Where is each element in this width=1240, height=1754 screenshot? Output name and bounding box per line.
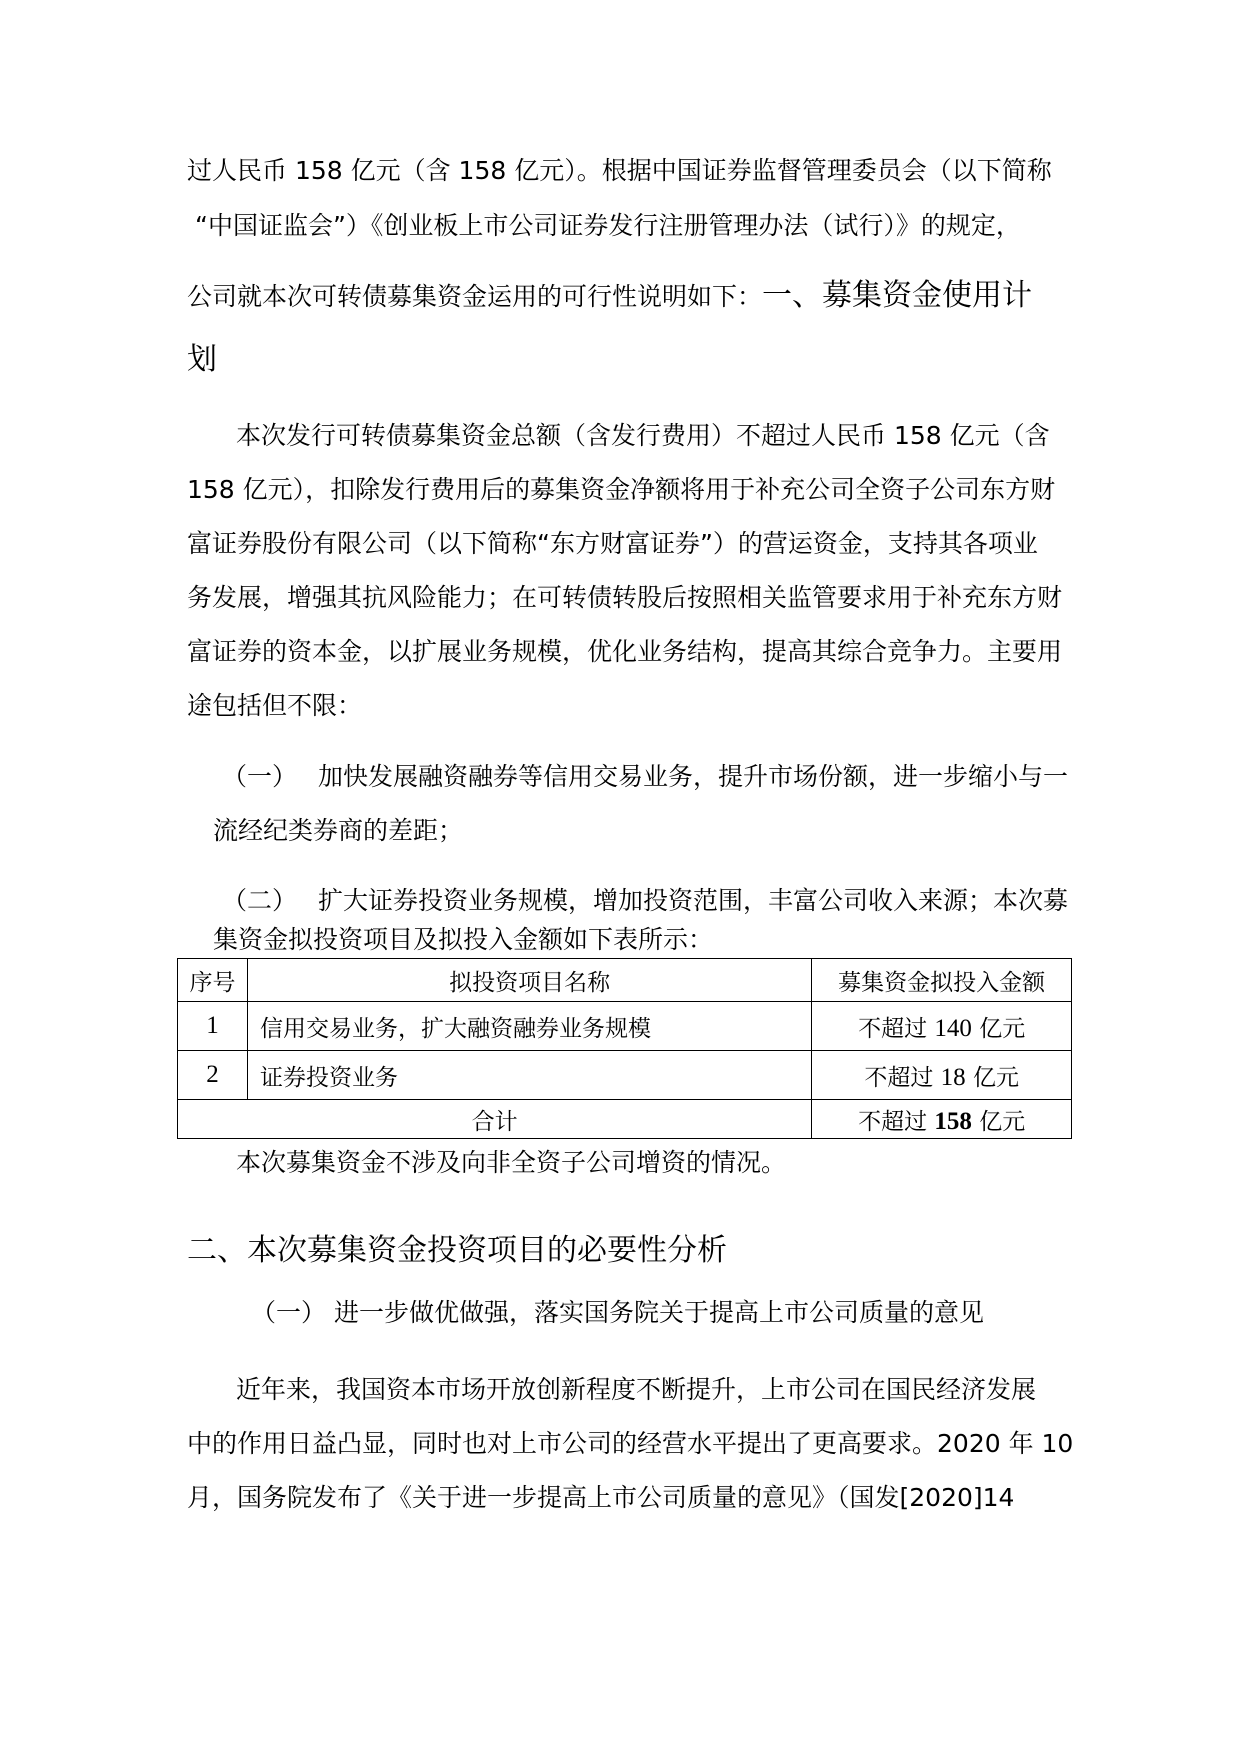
table-cell-project: 证券投资业务 xyxy=(247,1051,811,1100)
table-cell-no: 2 xyxy=(178,1051,248,1100)
amount-prefix: 不超过 xyxy=(858,1108,928,1135)
list-item-2-line-1: 扩大证券投资业务规模，增加投资范围，丰富公司收入来源；本次募 xyxy=(318,886,1069,915)
table-cell-amount xyxy=(812,1002,1072,1051)
section2-title: 二、本次募集资金投资项目的必要性分析 xyxy=(187,1233,727,1268)
s1-para-line-3: 富证券股份有限公司（以下简称“东方财富证券”）的营运资金，支持其各项业 xyxy=(187,529,1038,558)
intro-line-3-text: 公司就本次可转债募集资金运用的可行性说明如下： xyxy=(187,282,763,311)
fund-allocation-table xyxy=(177,958,1072,1139)
table-total-amount xyxy=(812,1100,1072,1139)
table-header-row xyxy=(178,959,1072,1002)
amount-unit: 亿元 xyxy=(972,1064,1019,1091)
amount-prefix: 不超过 xyxy=(858,1015,928,1042)
s1-para-line-5: 富证券的资本金，以扩展业务规模，优化业务结构，提高其综合竞争力。主要用 xyxy=(187,637,1063,666)
s1-note: 本次募集资金不涉及向非全资子公司增资的情况。 xyxy=(236,1148,787,1177)
table-total-row xyxy=(178,1100,1072,1139)
list-item-2-label: （二） xyxy=(222,886,298,915)
s2-para-line-2: 中的作用日益凸显，同时也对上市公司的经营水平提出了更高要求。2020 年 10 xyxy=(187,1429,1074,1458)
amount-unit: 亿元 xyxy=(979,1015,1026,1042)
list-item-1-line-2: 流经纪类券商的差距； xyxy=(213,816,464,845)
amount-number: 18 xyxy=(940,1063,966,1091)
table-cell-no: 1 xyxy=(178,1002,248,1051)
table-header-project: 拟投资项目名称 xyxy=(247,959,811,1002)
intro-line-2: “中国证监会”）《创业板上市公司证券发行注册管理办法（试行）》的规定， xyxy=(195,211,1021,240)
s1-para-line-4: 务发展，增强其抗风险能力；在可转债转股后按照相关监管要求用于补充东方财 xyxy=(187,583,1063,612)
amount-unit: 亿元 xyxy=(979,1108,1026,1135)
intro-line-3 xyxy=(187,278,1032,314)
amount-number: 140 xyxy=(934,1014,972,1042)
table-cell-amount xyxy=(812,1051,1072,1100)
table-header-amount: 募集资金拟投入金额 xyxy=(812,959,1072,1002)
s2-para-line-3: 月，国务院发布了《关于进一步提高上市公司质量的意见》（国发[2020]14 xyxy=(187,1483,1015,1512)
amount-prefix: 不超过 xyxy=(864,1064,934,1091)
s1-para-line-6: 途包括但不限： xyxy=(187,691,363,720)
list-item-1-line-1: 加快发展融资融券等信用交易业务，提升市场份额，进一步缩小与一 xyxy=(318,762,1069,791)
s2-para-line-1: 近年来，我国资本市场开放创新程度不断提升，上市公司在国民经济发展 xyxy=(236,1375,1037,1404)
table-total-label: 合计 xyxy=(178,1100,812,1139)
amount-number: 158 xyxy=(934,1107,972,1135)
list-item-2-line-2: 集资金拟投资项目及拟投入金额如下表所示： xyxy=(213,925,714,954)
s1-para-line-2: 158 亿元），扣除发行费用后的募集资金净额将用于补充公司全资子公司东方财 xyxy=(187,475,1056,504)
section2-subheading-1: （一） 进一步做优做强，落实国务院关于提高上市公司质量的意见 xyxy=(251,1298,984,1327)
list-item-1-label: （一） xyxy=(222,762,298,791)
intro-line-1: 过人民币 158 亿元（含 158 亿元）。根据中国证券监督管理委员会（以下简称 xyxy=(187,156,1052,185)
table-cell-project: 信用交易业务，扩大融资融券业务规模 xyxy=(247,1002,811,1051)
section1-title: 一、募集资金使用计 xyxy=(762,278,1033,313)
s1-para-line-1: 本次发行可转债募集资金总额（含发行费用）不超过人民币 158 亿元（含 xyxy=(236,421,1050,450)
table-row xyxy=(178,1051,1072,1100)
table-row xyxy=(178,1002,1072,1051)
section1-title-cont: 划 xyxy=(187,342,217,377)
table-header-no: 序号 xyxy=(178,959,248,1002)
